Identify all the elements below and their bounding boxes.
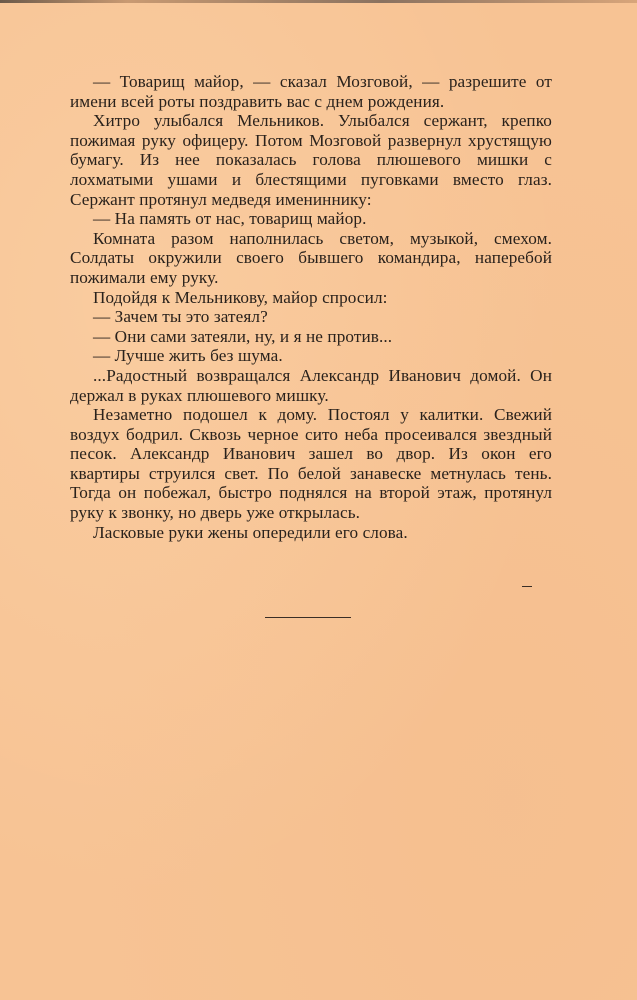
paragraph-room: Комната разом наполнилась светом, музыкой, смехом. Солдаты окружили своего бывшего командира, наперебой пожимали ему руку.	[70, 228, 552, 287]
section-separator-rule	[265, 617, 351, 618]
paragraph-answer: — Они сами затеяли, ну, и я не против...	[93, 326, 393, 346]
paragraph-question: — Зачем ты это затеял?	[93, 307, 268, 327]
paragraph-gift: Хитро улыбался Мельников. Улыбался сержант, крепко пожимая руку офицеру. Потом Мозговой развернул хрустящую бумагу. Из нее показалась голова плюшевого мишки с лохматыми ушами и блестящими пуговками вместо глаз. Сержант протянул медведя имениннику:	[70, 111, 552, 209]
paragraph-wife: Ласковые руки жены опередили его слова.	[93, 522, 408, 542]
page-top-edge	[0, 0, 637, 3]
paragraph-approach: Подойдя к Мельникову, майор спросил:	[93, 287, 388, 307]
paragraph-memory: — На память от нас, товарищ майор.	[93, 209, 367, 229]
paragraph-reply: — Лучше жить без шума.	[93, 346, 283, 366]
paragraph-home: Незаметно подошел к дому. Постоял у калитки. Свежий воздух бодрил. Сквозь черное сито неба просеивался звездный песок. Александр Иванович зашел во двор. Из окон его квартиры струился свет. По белой занавеске метнулась тень. Тогда он побежал, быстро поднялся на второй этаж, протянул руку к звонку, но дверь уже открылась.	[70, 405, 552, 523]
paragraph-return: ...Радостный возвращался Александр Иванович домой. Он держал в руках плюшевого мишку.	[70, 365, 552, 405]
text-block	[70, 72, 552, 542]
paragraph-greeting: — Товарищ майор, — сказал Мозговой, — разрешите от имени всей роты поздравить вас с днем рождения.	[70, 72, 552, 111]
stray-mark	[522, 586, 532, 587]
